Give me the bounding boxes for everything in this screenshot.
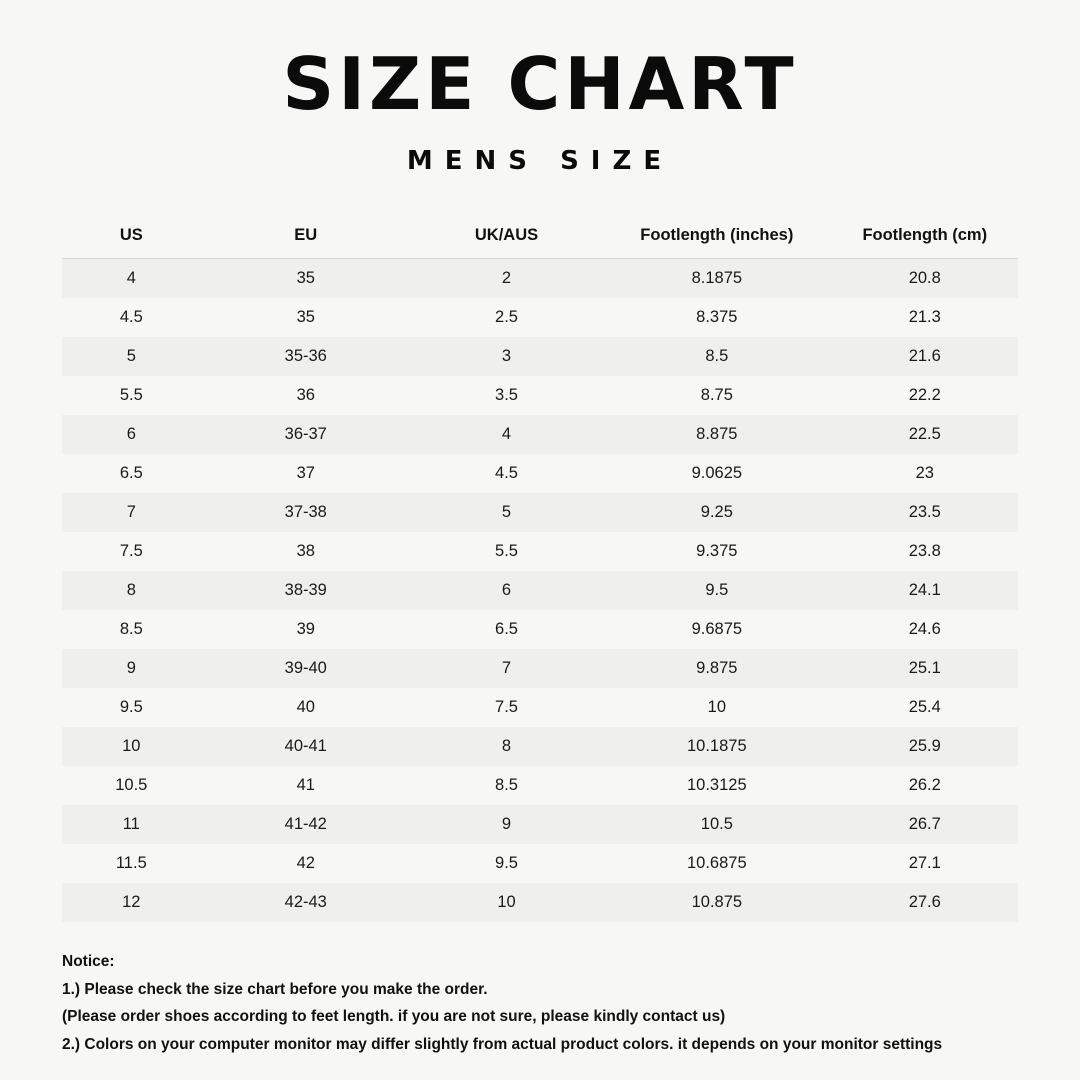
cell-cm: 22.2 (832, 376, 1018, 415)
cell-inches: 9.375 (602, 532, 831, 571)
cell-inches: 8.75 (602, 376, 831, 415)
cell-uk-aus: 7 (411, 649, 602, 688)
cell-us: 6.5 (62, 454, 201, 493)
cell-cm: 20.8 (832, 259, 1018, 299)
cell-eu: 35 (201, 259, 411, 299)
size-table (62, 214, 1018, 922)
page-title: SIZE CHART (282, 42, 798, 126)
cell-cm: 26.7 (832, 805, 1018, 844)
table-header (62, 214, 1018, 259)
cell-us: 8.5 (62, 610, 201, 649)
page-subtitle: MENS SIZE (406, 146, 674, 176)
notice-line-3: 2.) Colors on your computer monitor may differ slightly from actual product colors. it depends on your monitor settings (62, 1035, 943, 1053)
cell-uk-aus: 9 (411, 805, 602, 844)
cell-cm: 27.1 (832, 844, 1018, 883)
cell-eu: 35 (201, 298, 411, 337)
cell-uk-aus: 5 (411, 493, 602, 532)
cell-inches: 10 (602, 688, 831, 727)
cell-uk-aus: 10 (411, 883, 602, 922)
table-row (62, 337, 1018, 376)
cell-eu: 39 (201, 610, 411, 649)
column-header-eu: EU (201, 214, 411, 259)
cell-eu: 36 (201, 376, 411, 415)
cell-inches: 8.375 (602, 298, 831, 337)
cell-uk-aus: 3 (411, 337, 602, 376)
cell-inches: 10.5 (602, 805, 831, 844)
cell-cm: 23.8 (832, 532, 1018, 571)
column-header-footlength-cm: Footlength (cm) (832, 214, 1018, 259)
cell-us: 4.5 (62, 298, 201, 337)
cell-cm: 25.1 (832, 649, 1018, 688)
cell-eu: 41-42 (201, 805, 411, 844)
table-row (62, 610, 1018, 649)
table-row (62, 376, 1018, 415)
size-table-container (62, 214, 1018, 922)
cell-inches: 10.6875 (602, 844, 831, 883)
cell-cm: 23.5 (832, 493, 1018, 532)
cell-eu: 40 (201, 688, 411, 727)
table-row (62, 883, 1018, 922)
cell-inches: 10.875 (602, 883, 831, 922)
cell-eu: 42-43 (201, 883, 411, 922)
cell-us: 9.5 (62, 688, 201, 727)
cell-uk-aus: 6.5 (411, 610, 602, 649)
cell-inches: 8.1875 (602, 259, 831, 299)
cell-cm: 23 (832, 454, 1018, 493)
cell-uk-aus: 8.5 (411, 766, 602, 805)
cell-inches: 10.3125 (602, 766, 831, 805)
cell-us: 6 (62, 415, 201, 454)
notice-line-1: 1.) Please check the size chart before you make the order. (62, 980, 488, 998)
cell-eu: 36-37 (201, 415, 411, 454)
cell-inches: 10.1875 (602, 727, 831, 766)
cell-inches: 9.5 (602, 571, 831, 610)
table-row (62, 766, 1018, 805)
cell-uk-aus: 4.5 (411, 454, 602, 493)
cell-eu: 35-36 (201, 337, 411, 376)
cell-uk-aus: 8 (411, 727, 602, 766)
cell-inches: 9.6875 (602, 610, 831, 649)
cell-uk-aus: 2.5 (411, 298, 602, 337)
table-row (62, 298, 1018, 337)
cell-inches: 9.0625 (602, 454, 831, 493)
cell-eu: 39-40 (201, 649, 411, 688)
notice-line-2: (Please order shoes according to feet length. if you are not sure, please kindly contact us) (62, 1008, 726, 1026)
cell-us: 11 (62, 805, 201, 844)
cell-us: 5.5 (62, 376, 201, 415)
column-header-uk-aus: UK/AUS (411, 214, 602, 259)
cell-uk-aus: 2 (411, 259, 602, 299)
cell-us: 11.5 (62, 844, 201, 883)
cell-cm: 24.1 (832, 571, 1018, 610)
cell-eu: 38 (201, 532, 411, 571)
cell-cm: 26.2 (832, 766, 1018, 805)
cell-cm: 27.6 (832, 883, 1018, 922)
cell-cm: 21.6 (832, 337, 1018, 376)
cell-us: 8 (62, 571, 201, 610)
table-body (62, 259, 1018, 923)
notice-heading: Notice: (62, 953, 115, 970)
cell-uk-aus: 4 (411, 415, 602, 454)
column-header-footlength-inches: Footlength (inches) (602, 214, 831, 259)
cell-uk-aus: 3.5 (411, 376, 602, 415)
cell-cm: 24.6 (832, 610, 1018, 649)
cell-inches: 9.875 (602, 649, 831, 688)
cell-cm: 25.9 (832, 727, 1018, 766)
cell-eu: 42 (201, 844, 411, 883)
cell-cm: 21.3 (832, 298, 1018, 337)
table-row (62, 649, 1018, 688)
cell-eu: 40-41 (201, 727, 411, 766)
table-header-row (62, 214, 1018, 259)
cell-us: 12 (62, 883, 201, 922)
cell-inches: 8.5 (602, 337, 831, 376)
cell-cm: 22.5 (832, 415, 1018, 454)
table-row (62, 259, 1018, 299)
table-row (62, 493, 1018, 532)
cell-uk-aus: 6 (411, 571, 602, 610)
cell-us: 10 (62, 727, 201, 766)
table-row (62, 532, 1018, 571)
cell-us: 10.5 (62, 766, 201, 805)
cell-eu: 41 (201, 766, 411, 805)
cell-us: 5 (62, 337, 201, 376)
cell-us: 9 (62, 649, 201, 688)
cell-eu: 38-39 (201, 571, 411, 610)
table-row (62, 688, 1018, 727)
cell-inches: 8.875 (602, 415, 831, 454)
table-row (62, 571, 1018, 610)
cell-cm: 25.4 (832, 688, 1018, 727)
notice-block (62, 948, 1018, 1058)
table-row (62, 805, 1018, 844)
cell-eu: 37 (201, 454, 411, 493)
cell-us: 4 (62, 259, 201, 299)
column-header-us: US (62, 214, 201, 259)
cell-uk-aus: 5.5 (411, 532, 602, 571)
cell-us: 7 (62, 493, 201, 532)
cell-uk-aus: 9.5 (411, 844, 602, 883)
cell-eu: 37-38 (201, 493, 411, 532)
cell-inches: 9.25 (602, 493, 831, 532)
cell-uk-aus: 7.5 (411, 688, 602, 727)
table-row (62, 454, 1018, 493)
table-row (62, 727, 1018, 766)
table-row (62, 415, 1018, 454)
table-row (62, 844, 1018, 883)
cell-us: 7.5 (62, 532, 201, 571)
